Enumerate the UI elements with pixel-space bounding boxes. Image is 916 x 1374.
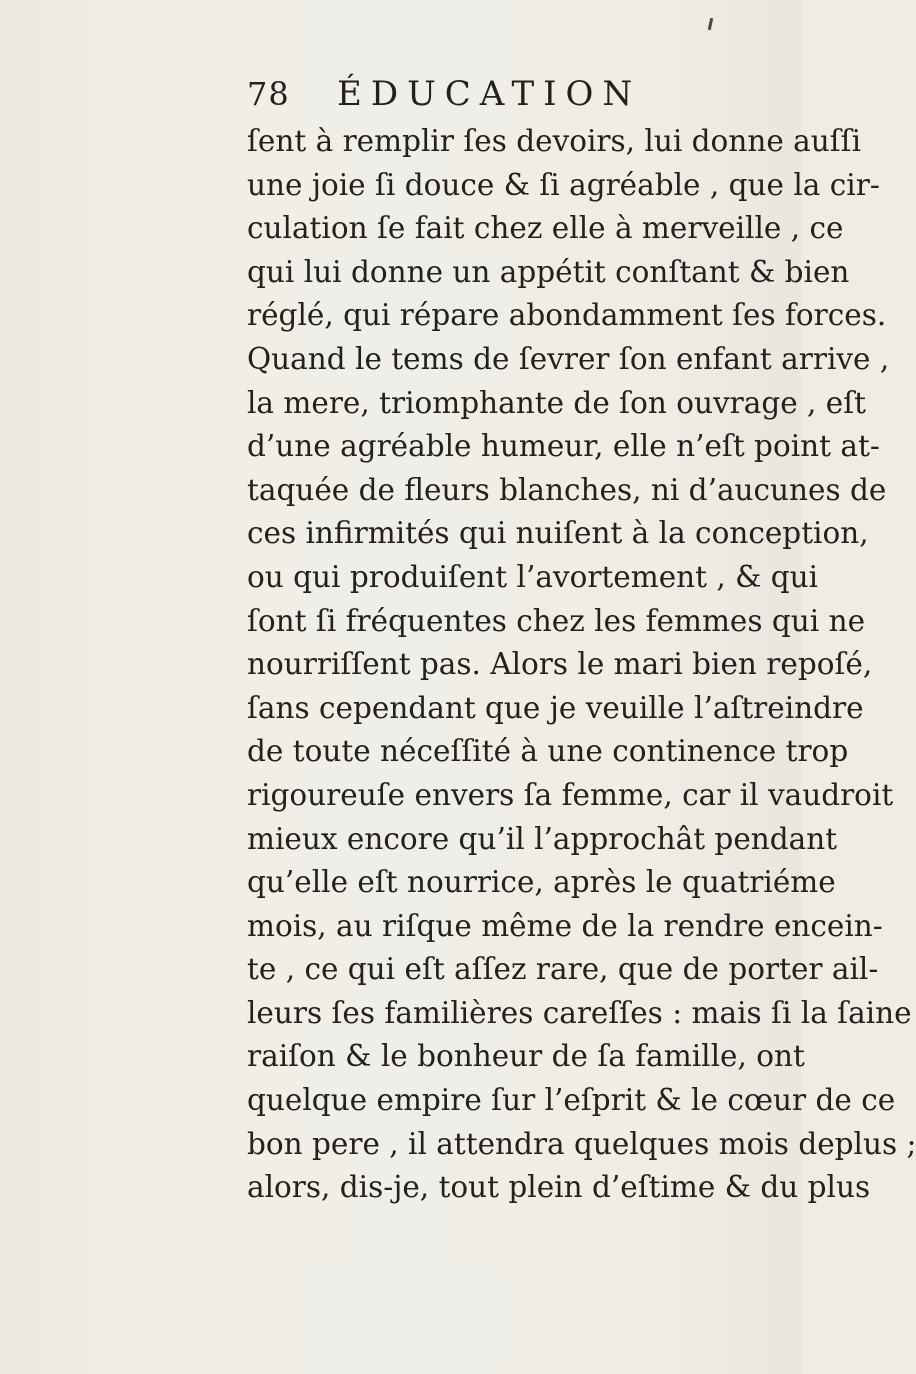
text-line: te , ce qui eſt aſſez rare, que de porter ail-	[247, 952, 879, 987]
ink-mark	[708, 18, 713, 30]
text-line: la mere, triomphante de ſon ouvrage , eſt	[247, 385, 867, 420]
text-line: de toute néceſſité à une continence trop	[247, 734, 849, 769]
text-line: culation ſe fait chez elle à merveille , ce	[247, 211, 844, 246]
running-head	[247, 74, 641, 118]
text-line: nourriſſent pas. Alors le mari bien repoſé,	[247, 647, 873, 682]
text-line: qui lui donne un appétit conſtant & bien	[247, 254, 850, 289]
text-line: Quand le tems de ſevrer ſon enfant arrive ,	[247, 341, 890, 376]
text-line: bon pere , il attendra quelques mois deplus ;	[247, 1126, 916, 1161]
text-line: rigoureuſe envers ſa femme, car il vaudroit	[247, 777, 894, 812]
text-line: une joie ſi douce & ſi agréable , que la cir-	[247, 167, 880, 202]
text-line: d’une agréable humeur, elle n’eſt point at-	[247, 429, 880, 464]
text-line: ſont ſi fréquentes chez les femmes qui ne	[247, 603, 866, 638]
text-line: qu’elle eſt nourrice, après le quatriéme	[247, 865, 836, 900]
text-line: mois, au riſque même de la rendre encein-	[247, 908, 883, 943]
running-title: ÉDUCATION	[337, 74, 642, 114]
text-line: ſent à remplir ſes devoirs, lui donne auſſi	[247, 124, 862, 158]
text-line: réglé, qui répare abondamment ſes forces.	[247, 298, 887, 333]
body-text	[247, 120, 916, 1210]
text-line: raiſon & le bonheur de ſa famille, ont	[247, 1039, 805, 1074]
text-line: ſans cependant que je veuille l’aſtreindre	[247, 690, 864, 725]
page-number: 78	[247, 75, 290, 113]
text-line: mieux encore qu’il l’approchât pendant	[247, 821, 838, 856]
text-line: ces infirmités qui nuiſent à la conception,	[247, 516, 869, 551]
text-line: taquée de fleurs blanches, ni d’aucunes de	[247, 472, 887, 507]
text-line: ou qui produiſent l’avortement , & qui	[247, 559, 819, 594]
text-line: alors, dis-je, tout plein d’eſtime & du plus	[247, 1170, 871, 1205]
text-line: leurs ſes familières careſſes : mais ſi la ſaine	[247, 995, 912, 1030]
text-line: quelque empire ſur l’eſprit & le cœur de ce	[247, 1083, 896, 1118]
